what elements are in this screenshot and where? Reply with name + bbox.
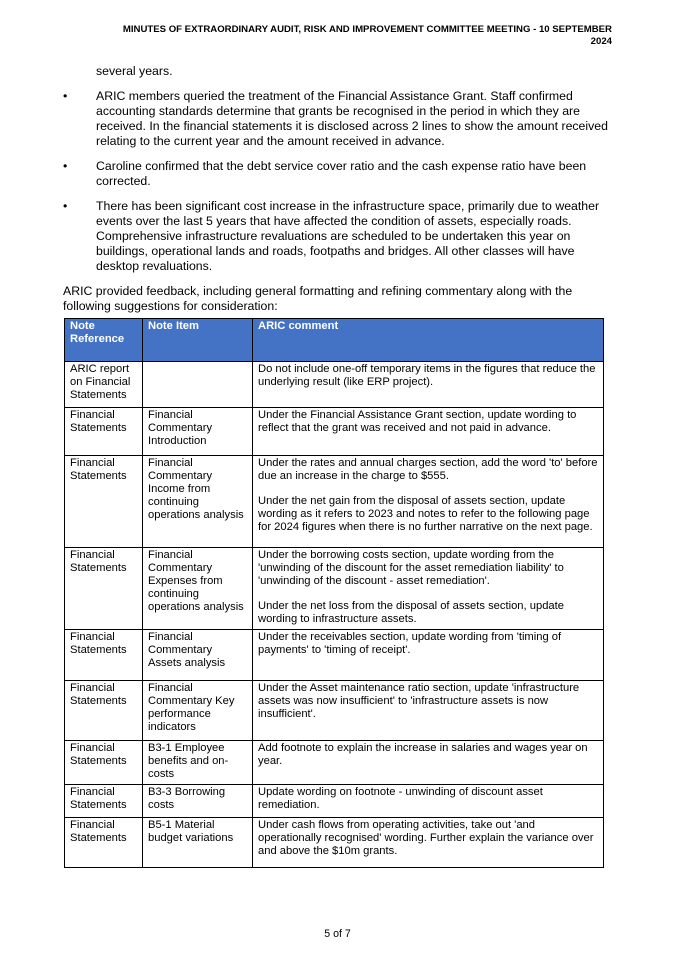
note-item-cell: Financial Commentary Key performance indicators xyxy=(143,681,253,741)
bullet-symbol: • xyxy=(63,89,68,103)
note-item-cell: B3-3 Borrowing costs xyxy=(143,785,253,818)
intro-paragraph: ARIC provided feedback, including general formatting and refining commentary along with the following suggestions for consideration: xyxy=(63,284,573,313)
bullet-item xyxy=(63,89,615,149)
comment-paragraph: Under the Asset maintenance ratio section, update 'infrastructure assets was now insufficient' to 'infrastructure assets is now insufficient'. xyxy=(258,682,580,720)
page-number: 5 of 7 xyxy=(324,928,351,940)
bullet-item xyxy=(63,159,615,189)
aric-comment-cell xyxy=(253,456,604,548)
bullet-text: ARIC members queried the treatment of the Financial Assistance Grant. Staff confirmed accounting standards determine that grants be recognised in the period in which they are received. In the financial statements it is disclosed across 2 lines to show the amount received relating to the current year and the amount received in advance. xyxy=(96,89,608,148)
header-note-reference: Note Reference xyxy=(65,319,143,362)
bullet-item xyxy=(63,199,615,274)
note-item-cell: B5-1 Material budget variations xyxy=(143,818,253,868)
aric-comment-cell xyxy=(253,630,604,681)
minutes-body xyxy=(63,64,615,322)
note-reference-cell: Financial Statements xyxy=(65,818,143,868)
note-reference-cell: Financial Statements xyxy=(65,741,143,785)
table-header-row xyxy=(65,319,604,362)
note-reference-cell: Financial Statements xyxy=(65,548,143,630)
header-date-line: 2024 xyxy=(590,36,612,47)
aric-comment-cell xyxy=(253,362,604,408)
table-row xyxy=(65,681,604,741)
bullet-text: Caroline confirmed that the debt service cover ratio and the cash expense ratio have been corrected. xyxy=(96,159,587,188)
aric-comment-cell xyxy=(253,548,604,630)
header-note-item: Note Item xyxy=(143,319,253,362)
table-row xyxy=(65,456,604,548)
table-row xyxy=(65,548,604,630)
note-item-cell: Financial Commentary Income from continuing operations analysis xyxy=(143,456,253,548)
comment-paragraph: Under the rates and annual charges section, add the word 'to' before due an increase in the charge to $555. xyxy=(258,457,598,482)
feedback-table xyxy=(64,318,604,868)
continued-text: several years. xyxy=(96,64,173,78)
comment-paragraph: Under the receivables section, update wording from 'timing of payments' to 'timing of receipt'. xyxy=(258,631,562,656)
aric-comment-cell xyxy=(253,785,604,818)
comment-paragraph: Under the net gain from the disposal of assets section, update wording as it refers to 2023 and notes to refer to the following page for 2024 figures when there is no further narrative on the next page. xyxy=(258,495,593,533)
bullet-symbol: • xyxy=(63,159,68,173)
comment-paragraph: Under the net loss from the disposal of assets section, update wording to infrastructure assets. xyxy=(258,600,564,625)
comment-paragraph: Under the Financial Assistance Grant section, update wording to reflect that the grant was received and not paid in advance. xyxy=(258,409,577,434)
note-reference-cell: Financial Statements xyxy=(65,456,143,548)
note-item-cell: Financial Commentary Expenses from continuing operations analysis xyxy=(143,548,253,630)
aric-comment-cell xyxy=(253,408,604,456)
comment-paragraph: Under cash flows from operating activities, take out 'and operationally recognised' wording. Further explain the variance over and above the $10m grants. xyxy=(258,819,594,857)
comment-paragraph: Under the borrowing costs section, update wording from the 'unwinding of the discount for the asset remediation liability' to 'unwinding of the discount - asset remediation'. xyxy=(258,549,564,587)
aric-comment-cell xyxy=(253,681,604,741)
note-reference-cell: ARIC report on Financial Statements xyxy=(65,362,143,408)
comment-paragraph: Add footnote to explain the increase in salaries and wages year on year. xyxy=(258,742,588,767)
aric-comment-cell xyxy=(253,741,604,785)
header-aric-comment: ARIC comment xyxy=(253,319,604,362)
table-row xyxy=(65,741,604,785)
note-reference-cell: Financial Statements xyxy=(65,681,143,741)
table-row xyxy=(65,630,604,681)
note-item-cell: B3-1 Employee benefits and on-costs xyxy=(143,741,253,785)
comment-paragraph: Do not include one-off temporary items in the figures that reduce the underlying result (like ERP project). xyxy=(258,363,596,388)
table-row xyxy=(65,785,604,818)
note-reference-cell: Financial Statements xyxy=(65,785,143,818)
table-row xyxy=(65,818,604,868)
note-reference-cell: Financial Statements xyxy=(65,630,143,681)
bullet-list xyxy=(63,89,615,274)
header-title-line: MINUTES OF EXTRAORDINARY AUDIT, RISK AND IMPROVEMENT COMMITTEE MEETING - 10 SEPTEMBER xyxy=(122,24,612,35)
bullet-symbol: • xyxy=(63,199,68,213)
table-row xyxy=(65,408,604,456)
page-header xyxy=(52,24,612,48)
table-row xyxy=(65,362,604,408)
bullet-text: There has been significant cost increase in the infrastructure space, primarily due to weather events over the last 5 years that have affected the condition of assets, especially roads. Comprehensive infrastructure revaluations are scheduled to be undertaken this year on buildings, operational lands and roads, footpaths and bridges. All other classes will have desktop revaluations. xyxy=(96,199,600,273)
note-reference-cell: Financial Statements xyxy=(65,408,143,456)
comment-paragraph: Update wording on footnote - unwinding of discount asset remediation. xyxy=(258,786,543,811)
note-item-cell: Financial Commentary Introduction xyxy=(143,408,253,456)
note-item-cell xyxy=(143,362,253,408)
aric-comment-cell xyxy=(253,818,604,868)
note-item-cell: Financial Commentary Assets analysis xyxy=(143,630,253,681)
